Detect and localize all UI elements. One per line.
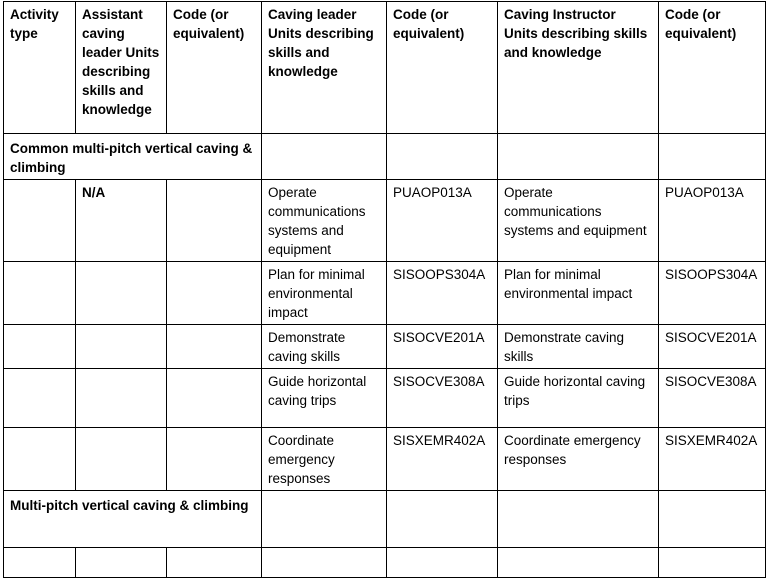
empty-cell	[262, 134, 387, 180]
table-row	[4, 369, 766, 428]
instructor-unit: Coordinate emergency responses	[498, 428, 659, 491]
empty-cell	[387, 548, 498, 578]
empty-cell	[167, 369, 262, 428]
instructor-unit: Guide horizontal caving trips	[498, 369, 659, 428]
leader-unit: Operate communications systems and equipment	[262, 180, 387, 262]
leader-unit: Coordinate emergency responses	[262, 428, 387, 491]
section-title-common: Common multi-pitch vertical caving & climbing	[4, 134, 262, 180]
leader-code: SISOOPS304A	[387, 262, 498, 325]
section-row-multi-pitch	[4, 491, 766, 548]
table-row	[4, 325, 766, 369]
header-instructor-units: Caving Instructor Units describing skills and knowledge	[498, 2, 659, 134]
empty-cell	[262, 491, 387, 548]
empty-cell	[167, 548, 262, 578]
empty-cell	[76, 262, 167, 325]
empty-cell	[387, 134, 498, 180]
empty-cell	[659, 491, 766, 548]
empty-cell	[4, 428, 76, 491]
leader-code: SISOCVE201A	[387, 325, 498, 369]
empty-cell	[4, 262, 76, 325]
instructor-code: SISOCVE201A	[659, 325, 766, 369]
assistant-na: N/A	[76, 180, 167, 262]
instructor-code: PUAOP013A	[659, 180, 766, 262]
empty-cell	[4, 180, 76, 262]
empty-cell	[76, 325, 167, 369]
empty-cell	[498, 548, 659, 578]
empty-cell	[659, 548, 766, 578]
empty-cell	[76, 428, 167, 491]
empty-cell	[167, 180, 262, 262]
empty-cell	[4, 548, 76, 578]
header-activity-type: Activity type	[4, 2, 76, 134]
empty-cell	[76, 369, 167, 428]
empty-cell	[167, 428, 262, 491]
leader-unit: Demonstrate caving skills	[262, 325, 387, 369]
table-row	[4, 262, 766, 325]
instructor-code: SISOCVE308A	[659, 369, 766, 428]
instructor-unit: Operate communications systems and equipment	[498, 180, 659, 262]
empty-cell	[387, 491, 498, 548]
header-code-2: Code (or equivalent)	[387, 2, 498, 134]
empty-cell	[76, 548, 167, 578]
leader-code: SISXEMR402A	[387, 428, 498, 491]
instructor-code: SISXEMR402A	[659, 428, 766, 491]
empty-cell	[659, 134, 766, 180]
empty-cell	[4, 325, 76, 369]
leader-unit: Plan for minimal environmental impact	[262, 262, 387, 325]
units-table	[3, 1, 766, 578]
empty-cell	[167, 325, 262, 369]
instructor-code: SISOOPS304A	[659, 262, 766, 325]
instructor-unit: Plan for minimal environmental impact	[498, 262, 659, 325]
leader-unit: Guide horizontal caving trips	[262, 369, 387, 428]
empty-cell	[498, 491, 659, 548]
header-code-3: Code (or equivalent)	[659, 2, 766, 134]
table-row	[4, 428, 766, 491]
header-row	[4, 2, 766, 134]
header-assistant-leader-units: Assistant caving leader Units describing skills and knowledge	[76, 2, 167, 134]
section-row-common	[4, 134, 766, 180]
empty-cell	[167, 262, 262, 325]
instructor-unit: Demonstrate caving skills	[498, 325, 659, 369]
header-code-1: Code (or equivalent)	[167, 2, 262, 134]
leader-code: PUAOP013A	[387, 180, 498, 262]
section-title-multi-pitch: Multi-pitch vertical caving & climbing	[4, 491, 262, 548]
table-row	[4, 180, 766, 262]
empty-cell	[262, 548, 387, 578]
table-row	[4, 548, 766, 578]
empty-cell	[498, 134, 659, 180]
header-leader-units: Caving leader Units describing skills and knowledge	[262, 2, 387, 134]
empty-cell	[4, 369, 76, 428]
leader-code: SISOCVE308A	[387, 369, 498, 428]
